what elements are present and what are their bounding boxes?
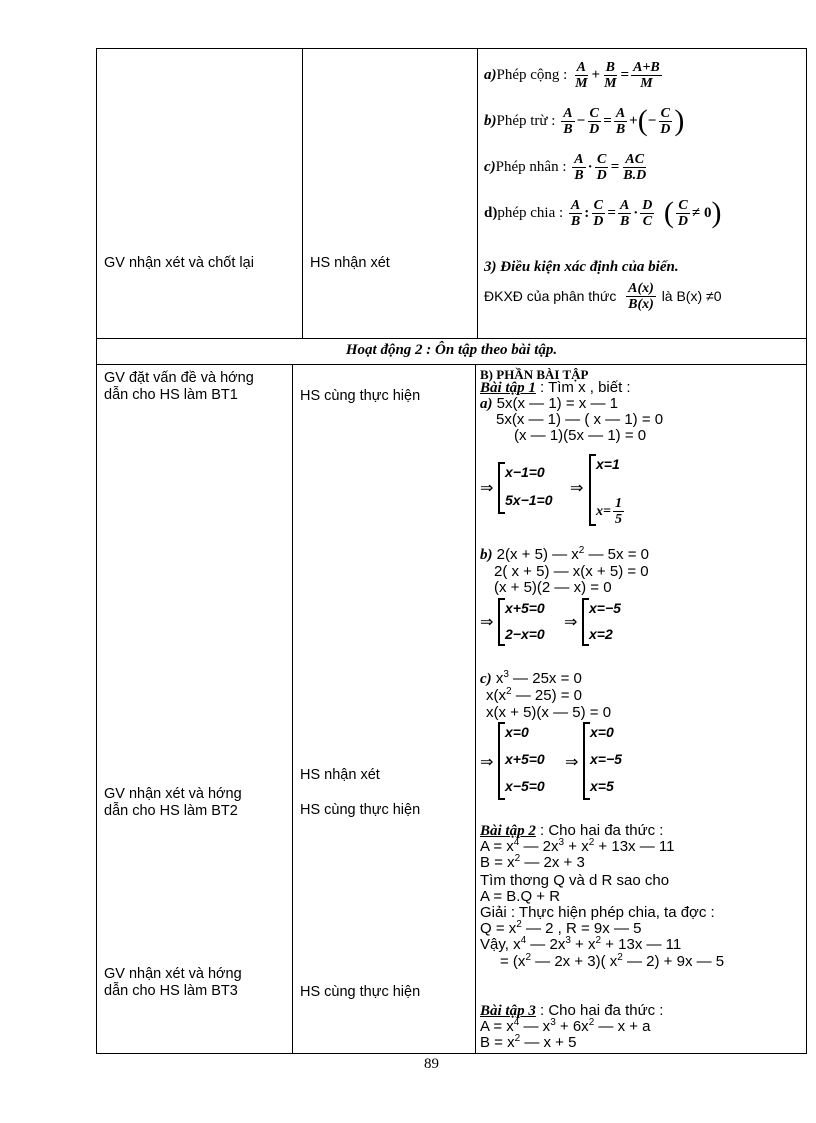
label-a: a) [484, 66, 497, 83]
gv-bt3: GV nhận xét và hớng dẫn cho HS làm BT3 [104, 966, 242, 999]
rule-addition: a) Phép cộng : $\frac{A}{M}$ + $\frac{B}{M}$ = $\frac{A+B}{M}$ [484, 59, 660, 91]
bt1-line: Bài tập 1 : Tìm x , biết : [480, 379, 631, 396]
table-bottom-border [96, 1053, 807, 1054]
rule-multiplication: c) Phép nhân : $\frac{A}{B}$ · $\frac{C}{D}$ = $\frac{AC}{B.D}$ [484, 151, 647, 183]
exercises: B) PHẦN BÀI TẬP Bài tập 1 : Tìm x , biết : a) 5x(x — 1) = x — 1 5x(x — 1) — ( x — 1) = 0 (x — 1)(5x — 1) = 0 ⇒ x−1=0 5x−1=0 ⇒ x=1 x= $\frac{1}{5}$ b) 2(x + 5) — $x^2$ — 5x = 0 2( x + 5) — x(x + 5) = 0 (x + 5)(2 — x) = 0 ⇒ x+5=0 2−x=0 ⇒ x=−5 x=2 c) $x^3$ — 25x = 0 $x(x^2$ — 25) = 0 x(x + 5)(x — 5) = 0 ⇒ x=0 x+5=0 x−5=0 ⇒ x=0 x=−5 x=5 Bài tập 2 : Cho hai đa thức : $A = x^4$ — $2x^3 + x^2 + 13x$ — 11 $B = x^2$ — 2x + 3 Tìm thơng Q và d R sao cho A = B.Q + R Giải : Thực hiện phép chia, ta đợc : $Q = x^2$ — 2 , R = 9x — 5 Vậy, $x^4$ — $2x^3 + x^2 + 13x$ — 11 = ($x^2$ — 2x + 3)( $x^2$ — 2) + 9x — 5 Bài tập 3 : Cho hai đa thức : $A = x^4$ — $x^3 + 6x^2$ — x + a $B = x^2$ — x + 5 [480, 367, 725, 1051]
frac-b-m: $\frac{B}{M}$ [604, 59, 617, 91]
col-divider-1-bottom [292, 364, 293, 1054]
gv-bt2: GV nhận xét và hớng dẫn cho HS làm BT2 [104, 786, 242, 819]
table-left-border [96, 48, 97, 1054]
rule-division: d) phép chia : $\frac{A}{B}$ : $\frac{C}{D}$ = $\frac{A}{B}$ · $\frac{D}{C}$ ( $\frac{C}{D}$ ≠ 0 ) [484, 196, 722, 229]
gv-bt1: GV đặt vấn đề và hớng dẫn cho HS làm BT1 [104, 370, 254, 403]
table-top-border [96, 48, 807, 49]
dkxd-line: ĐKXĐ của phân thức $\frac{A(x)}{B(x)}$ là B(x) ≠0 [484, 280, 722, 312]
bt3-line: Bài tập 3 : Cho hai đa thức : [480, 1002, 664, 1019]
hs-comment: HS nhận xét [310, 255, 390, 271]
row-divider-activity-top [96, 338, 807, 339]
hs-bt3: HS cùng thực hiện [300, 984, 421, 1000]
frac-apb-m: $\frac{A+B}{M}$ [633, 59, 660, 91]
page-number: 89 [424, 1056, 439, 1072]
col-divider-1-top [302, 48, 303, 338]
hs-bt2: HS cùng thực hiện [300, 802, 421, 818]
section-title: B) PHẦN BÀI TẬP [480, 367, 589, 382]
table-right-border [806, 48, 807, 1054]
frac-a-m: $\frac{A}{M}$ [575, 59, 588, 91]
text-addition: Phép cộng : [496, 66, 568, 83]
hs-bt1: HS cùng thực hiện [300, 388, 421, 404]
activity-2-title: Hoạt động 2 : Ôn tập theo bài tập. [345, 342, 558, 358]
col-divider-2-top [477, 48, 478, 338]
col-divider-2-bottom [475, 364, 476, 1054]
hs-comment-2: HS nhận xét [300, 767, 380, 783]
row-divider-activity-bottom [96, 364, 807, 365]
gv-conclusion: GV nhận xét và chốt lại [104, 255, 254, 271]
rule-subtraction: b) Phép trừ : $\frac{A}{B}$ − $\frac{C}{D}$ = $\frac{A}{B}$ + ( − $\frac{C}{D}$ ) [484, 104, 685, 137]
bt2-line: Bài tập 2 : Cho hai đa thức : [480, 822, 664, 839]
heading-domain-condition: 3) Điều kiện xác định của biến. [484, 259, 679, 275]
